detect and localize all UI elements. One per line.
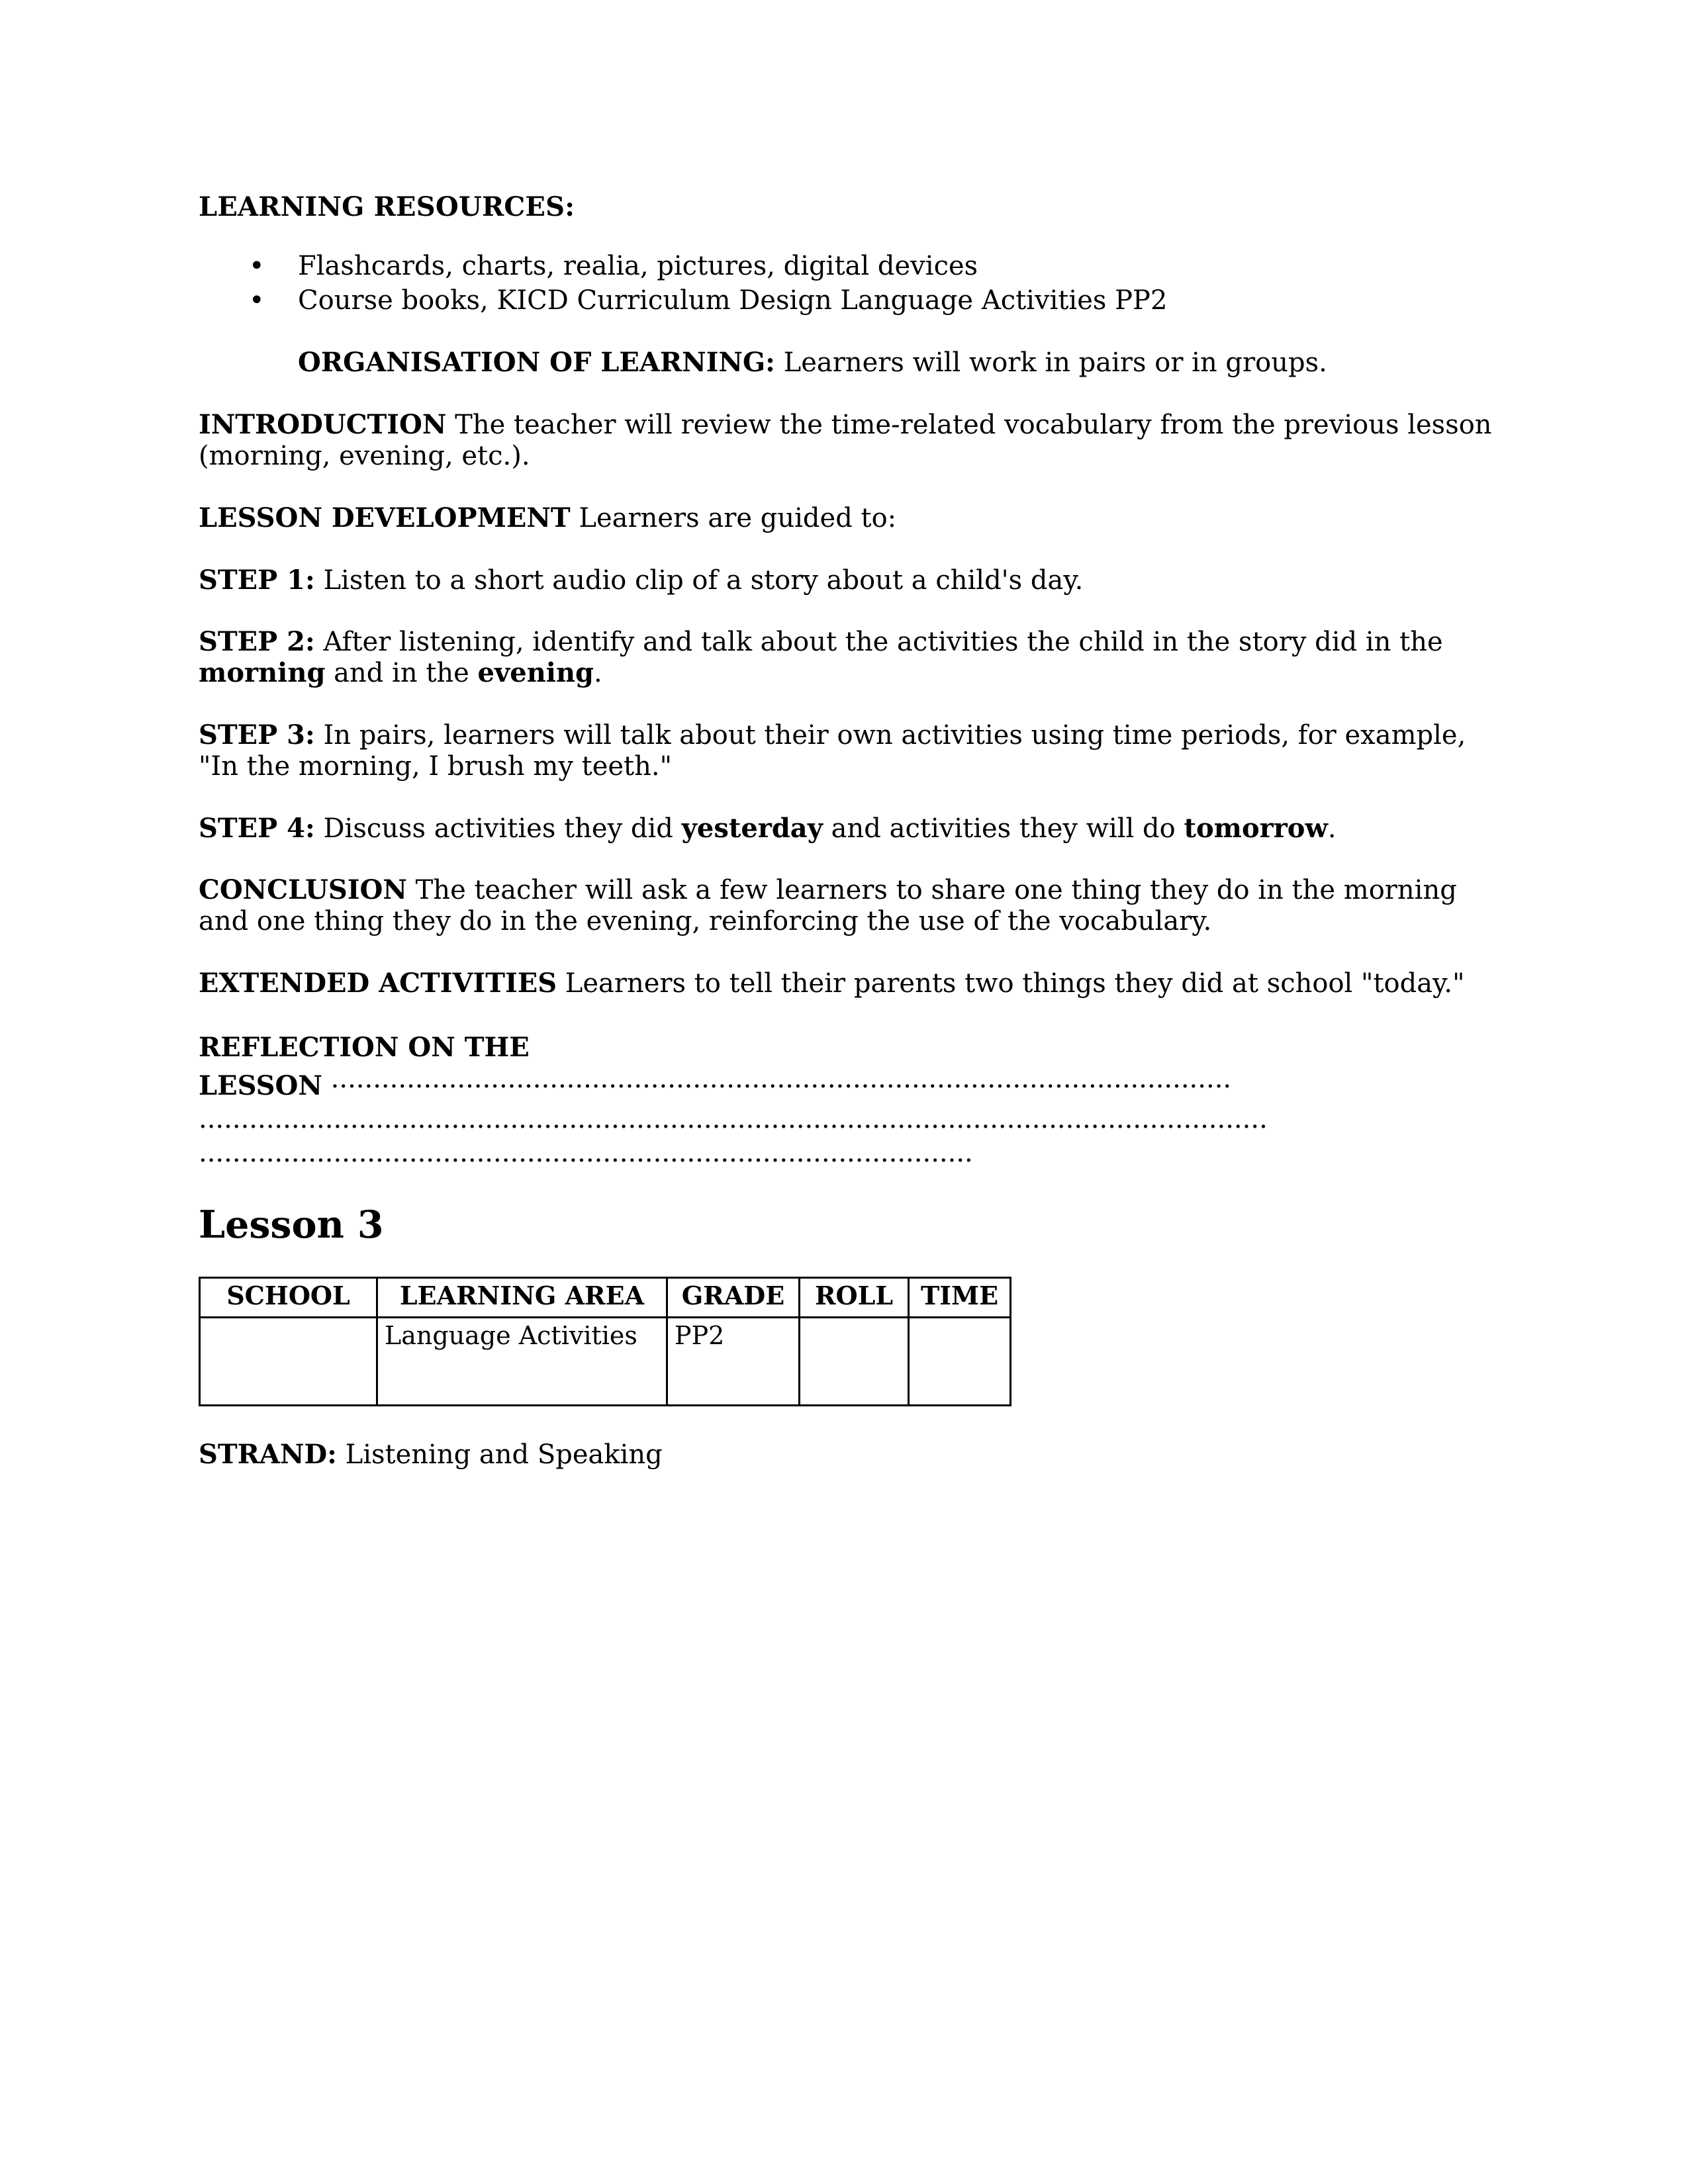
document-content: [199, 192, 1493, 1471]
introduction-text: The teacher will review the time-related vocabulary from the previous lesson (morning, evening, etc.).: [199, 410, 1492, 471]
column-header-roll: ROLL: [800, 1278, 909, 1317]
bullet-icon: •: [249, 285, 265, 316]
conclusion-label: CONCLUSION: [199, 874, 407, 906]
reflection-dotted-line-2: ...............................................................................................................................: [199, 1104, 1268, 1135]
table-header-row: [200, 1278, 1011, 1317]
extended-activities-label: EXTENDED ACTIVITIES: [199, 967, 557, 999]
extended-activities-text: Learners to tell their parents two things they did at school "today.": [557, 968, 1465, 999]
cell-school: [200, 1317, 377, 1405]
learning-resources-heading: LEARNING RESOURCES:: [199, 191, 575, 222]
step-3-label: STEP 3:: [199, 719, 315, 751]
reflection-line-2: [199, 1064, 1493, 1102]
cell-time: [909, 1317, 1011, 1405]
step-2-bold-2: evening: [477, 657, 594, 689]
step-2-bold-1: morning: [199, 657, 326, 689]
column-header-learning-area: LEARNING AREA: [377, 1278, 667, 1317]
step-1-paragraph: [199, 565, 1493, 596]
reflection-dotted-line-3: ............................................................................................: [199, 1137, 973, 1168]
bullet-icon: •: [249, 250, 265, 281]
step-4-paragraph: [199, 813, 1493, 844]
step-4-bold-1: yesterday: [681, 812, 823, 844]
cell-roll: [800, 1317, 909, 1405]
list-item-label: Flashcards, charts, realia, pictures, digital devices: [298, 250, 978, 281]
strand-text: Listening and Speaking: [336, 1439, 663, 1470]
lesson-development-paragraph: [199, 503, 1493, 534]
reflection-dotted-line-1: ...........................................................................................................: [330, 1063, 1232, 1094]
step-2-text-3: .: [594, 658, 602, 689]
table-row: [200, 1317, 1011, 1405]
column-header-time: TIME: [909, 1278, 1011, 1317]
reflection-block: [199, 1032, 1493, 1169]
column-header-grade: GRADE: [667, 1278, 800, 1317]
list-item: [199, 285, 1493, 316]
introduction-paragraph: [199, 410, 1493, 472]
step-1-text-1: Listen to a short audio clip of a story about a child's day.: [314, 565, 1084, 596]
step-4-bold-2: tomorrow: [1184, 812, 1328, 844]
extended-activities-paragraph: [199, 968, 1493, 999]
cell-grade: PP2: [667, 1317, 800, 1405]
step-4-label: STEP 4:: [199, 812, 315, 844]
reflection-label-line1: REFLECTION ON THE: [199, 1031, 530, 1063]
step-2-paragraph: [199, 627, 1493, 689]
strand-label: STRAND:: [199, 1438, 337, 1470]
step-4-text-3: .: [1327, 813, 1336, 844]
step-2-label: STEP 2:: [199, 626, 315, 658]
conclusion-text: The teacher will ask a few learners to share one thing they do in the morning and one thing they do in the evening, reinforcing the use of the vocabulary.: [199, 875, 1457, 937]
step-3-text-1: In pairs, learners will talk about their own activities using time periods, for example, "In the morning, I brush my teeth.": [199, 719, 1466, 782]
lesson-development-label: LESSON DEVELOPMENT: [199, 502, 571, 533]
conclusion-paragraph: [199, 875, 1493, 937]
reflection-label-line2: LESSON: [199, 1069, 322, 1101]
step-2-text-1: After listening, identify and talk about the activities the child in the story did in the: [314, 627, 1443, 658]
lesson-development-text: Learners are guided to:: [570, 502, 897, 533]
step-4-text-1: Discuss activities they did: [314, 813, 682, 844]
strand-paragraph: [199, 1439, 1493, 1471]
step-4-text-2: and activities they will do: [822, 813, 1184, 844]
list-item-label: Course books, KICD Curriculum Design Language Activities PP2: [298, 285, 1168, 316]
lesson-info-table: [199, 1277, 1011, 1406]
learning-resources-list: [199, 251, 1493, 316]
step-2-text-2: and in the: [325, 658, 478, 689]
lesson-heading: Lesson 3: [199, 1202, 384, 1247]
step-1-label: STEP 1:: [199, 564, 315, 596]
list-item: [199, 251, 1493, 282]
organisation-label: ORGANISATION OF LEARNING:: [298, 347, 775, 379]
step-3-paragraph: [199, 720, 1493, 782]
organisation-text: Learners will work in pairs or in groups.: [774, 347, 1327, 379]
organisation-of-learning-block: [298, 347, 1489, 379]
introduction-label: INTRODUCTION: [199, 409, 447, 441]
column-header-school: SCHOOL: [200, 1278, 377, 1317]
cell-learning-area: Language Activities: [377, 1317, 667, 1405]
